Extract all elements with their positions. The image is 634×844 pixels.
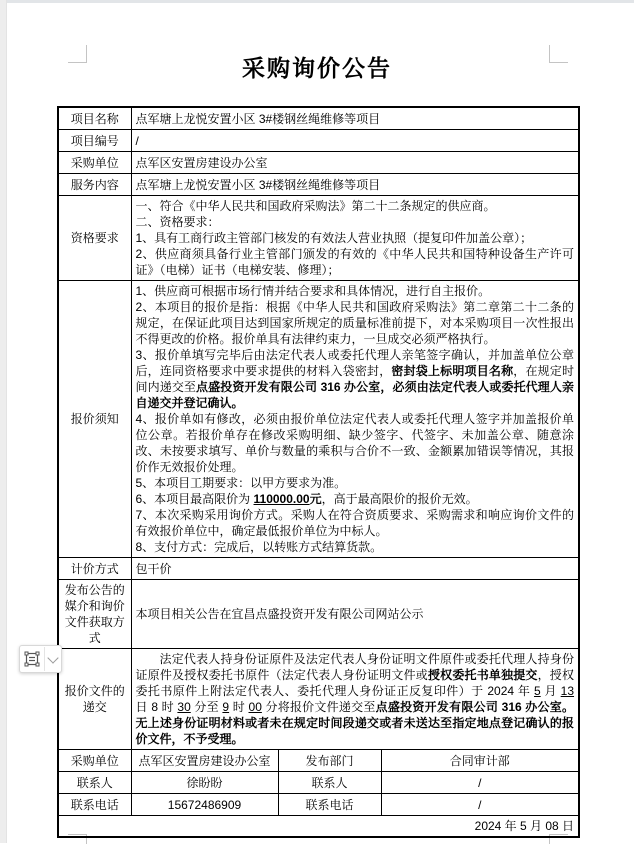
text-run: 二、资格要求： xyxy=(135,215,220,229)
announcement-date: 2024 年 5 月 08 日 xyxy=(58,816,579,838)
paragraph xyxy=(136,198,575,214)
table-row xyxy=(58,750,579,772)
text-run: ，授权委托书原件上附法定代表人、委托代理人身份证正反复印件）于 2024 年 xyxy=(135,668,574,698)
paragraph xyxy=(136,347,575,411)
row-value: / xyxy=(381,794,579,816)
frame-select-icon xyxy=(24,651,40,667)
row-value: 点军塘上龙悦安置小区 3#楼钢丝绳维修等项目 xyxy=(131,174,579,196)
text-run: 点盛投资开发有限公司 316 办公室，必须由法定代表人或委托代理人亲自递交并登记确认。 xyxy=(135,380,575,410)
text-run: 6、本项目最高限价为 xyxy=(135,492,254,506)
text-run: 法定代表人持身份证原件及法定代表人身份证明文件原件或委托代理人持身份证原件及授权委托书原件（法定代表人身份证明文件或 xyxy=(135,652,575,682)
row-label: 发布部门 xyxy=(278,750,381,772)
table-row xyxy=(58,174,579,196)
row-value: 点军塘上龙悦安置小区 3#楼钢丝绳维修等项目 xyxy=(131,107,579,130)
row-label: 报价须知 xyxy=(58,281,131,558)
text-run: 分将报价文件递交至 xyxy=(261,700,376,714)
window-top-edge xyxy=(0,0,634,3)
text-run: ，在规定时间内递交至 xyxy=(135,364,575,394)
table-row xyxy=(58,152,579,174)
text-run: 9 xyxy=(222,700,230,714)
table-row xyxy=(58,558,579,580)
frame-select-icon[interactable] xyxy=(20,647,44,671)
paragraph xyxy=(136,283,575,299)
text-run: 3、报价单填写完毕后由法定代表人或委托代理人亲笔签字确认，并加盖单位公章后，连同资格要求中要求提供的材料入袋密封， xyxy=(135,348,575,378)
table-row xyxy=(58,281,579,558)
paragraph xyxy=(136,651,575,747)
text-run: ，高于最高限价的报价无效。 xyxy=(321,492,478,506)
row-label: 联系人 xyxy=(58,772,131,794)
text-run: 4、报价单如有修改，必须由报价单位法定代表人或委托代理人签字并加盖报价单位公章。若报价单存在修改采购明细、缺少签字、代签字、未加盖公章、随意涂改、未按要求填写、单价与数量的乘积与合价不一致、金额累加错误等情况，其报价作无效报价处理。 xyxy=(135,412,575,474)
row-value xyxy=(131,649,579,750)
row-label: 采购单位 xyxy=(58,750,131,772)
text-run: 分至 xyxy=(190,700,223,714)
paragraph xyxy=(136,539,575,555)
text-run: 时 xyxy=(229,700,249,714)
table-row xyxy=(58,816,579,838)
row-value: 15672486909 xyxy=(131,794,278,816)
row-label: 项目名称 xyxy=(58,107,131,130)
text-run: 密封袋上标明项目名称 xyxy=(391,364,514,378)
row-value: / xyxy=(381,772,579,794)
text-run: 110000.00 xyxy=(253,492,310,506)
row-value: 包干价 xyxy=(131,558,579,580)
row-label: 资格要求 xyxy=(58,196,131,281)
text-run: 00 xyxy=(248,700,262,714)
text-run: 8、支付方式：完成后，以转账方式结算货款。 xyxy=(135,540,383,554)
text-run: 日 8 时 xyxy=(135,700,178,714)
row-value: 合同审计部 xyxy=(381,750,579,772)
page-left-edge xyxy=(0,0,7,843)
text-run: 1、具有工商行政主管部门核发的有效法人营业执照（提复印件加盖公章）； xyxy=(135,231,533,245)
text-run: 13 xyxy=(560,684,575,698)
table-row xyxy=(58,794,579,816)
row-label: 项目编号 xyxy=(58,130,131,152)
paragraph xyxy=(136,246,575,278)
table-floating-toolbar[interactable] xyxy=(19,645,62,673)
paragraph xyxy=(136,491,575,507)
table-row xyxy=(58,130,579,152)
row-label: 报价文件的递交 xyxy=(58,649,131,750)
row-value xyxy=(131,196,579,281)
row-label: 服务内容 xyxy=(58,174,131,196)
table-row xyxy=(58,196,579,281)
text-run: 一、符合《中华人民共和国政府采购法》第二十二条规定的供应商。 xyxy=(135,199,496,213)
paragraph xyxy=(136,230,575,246)
text-run: 2、供应商须具备行业主管部门颁发的有效的《中华人民共和国特种设备生产许可证》（电梯）证书（电梯安装、修理）； xyxy=(135,247,575,277)
row-value: 徐盼盼 xyxy=(131,772,278,794)
chevron-down-icon xyxy=(47,652,58,663)
text-run: 1、供应商可根据市场行情并结合要求和具体情况，进行自主报价。 xyxy=(135,284,491,298)
paragraph xyxy=(136,411,575,475)
row-value: 点军区安置房建设办公室 xyxy=(131,152,579,174)
table-row xyxy=(58,580,579,649)
chevron-down-icon[interactable] xyxy=(44,647,61,671)
announcement-table xyxy=(57,106,580,838)
page-title: 采购询价公告 xyxy=(242,55,392,81)
text-run: 2、本项目的报价是指：根据《中华人民共和国政府采购法》第二章第二十二条的规定，在保证此项目达到国家所规定的质量标准前提下，对本采购项目一次性报出不得更改的价格。报价单具有法律约束力，一旦成交必须严格执行。 xyxy=(135,300,575,346)
row-label: 联系电话 xyxy=(278,794,381,816)
text-run: 5、本项目工期要求：以甲方要求为准。 xyxy=(135,476,347,490)
text-run: 30 xyxy=(177,700,191,714)
paragraph xyxy=(136,214,575,230)
text-run: 元 xyxy=(309,492,322,506)
table-row xyxy=(58,649,579,750)
table-row xyxy=(58,772,579,794)
text-run: 7、本次采购采用询价方式。采购人在符合资质要求、采购需求和响应询价文件的有效报价单位中，确定最低报价单位为中标人。 xyxy=(135,508,575,538)
row-label: 采购单位 xyxy=(58,152,131,174)
row-value: 本项目相关公告在宜昌点盛投资开发有限公司网站公示 xyxy=(131,580,579,649)
table-row xyxy=(58,107,579,130)
paragraph xyxy=(136,299,575,347)
paragraph xyxy=(136,475,575,491)
text-run: 点盛投资开发有限公司 316 办公室。无上述身份证明材料或者未在规定时间段递交或者未送达至指定地点登记确认的报价文件，不予受理。 xyxy=(135,700,575,746)
row-label: 计价方式 xyxy=(58,558,131,580)
row-label: 发布公告的媒介和询价文件获取方式 xyxy=(58,580,131,649)
row-value: / xyxy=(131,130,579,152)
row-value xyxy=(131,281,579,558)
row-label: 联系人 xyxy=(278,772,381,794)
row-value: 点军区安置房建设办公室 xyxy=(131,750,278,772)
text-run: 月 xyxy=(540,684,561,698)
text-run: 授权委托书单独提交 xyxy=(427,668,538,682)
paragraph xyxy=(136,507,575,539)
row-label: 联系电话 xyxy=(58,794,131,816)
text-run: 5 xyxy=(534,684,541,698)
